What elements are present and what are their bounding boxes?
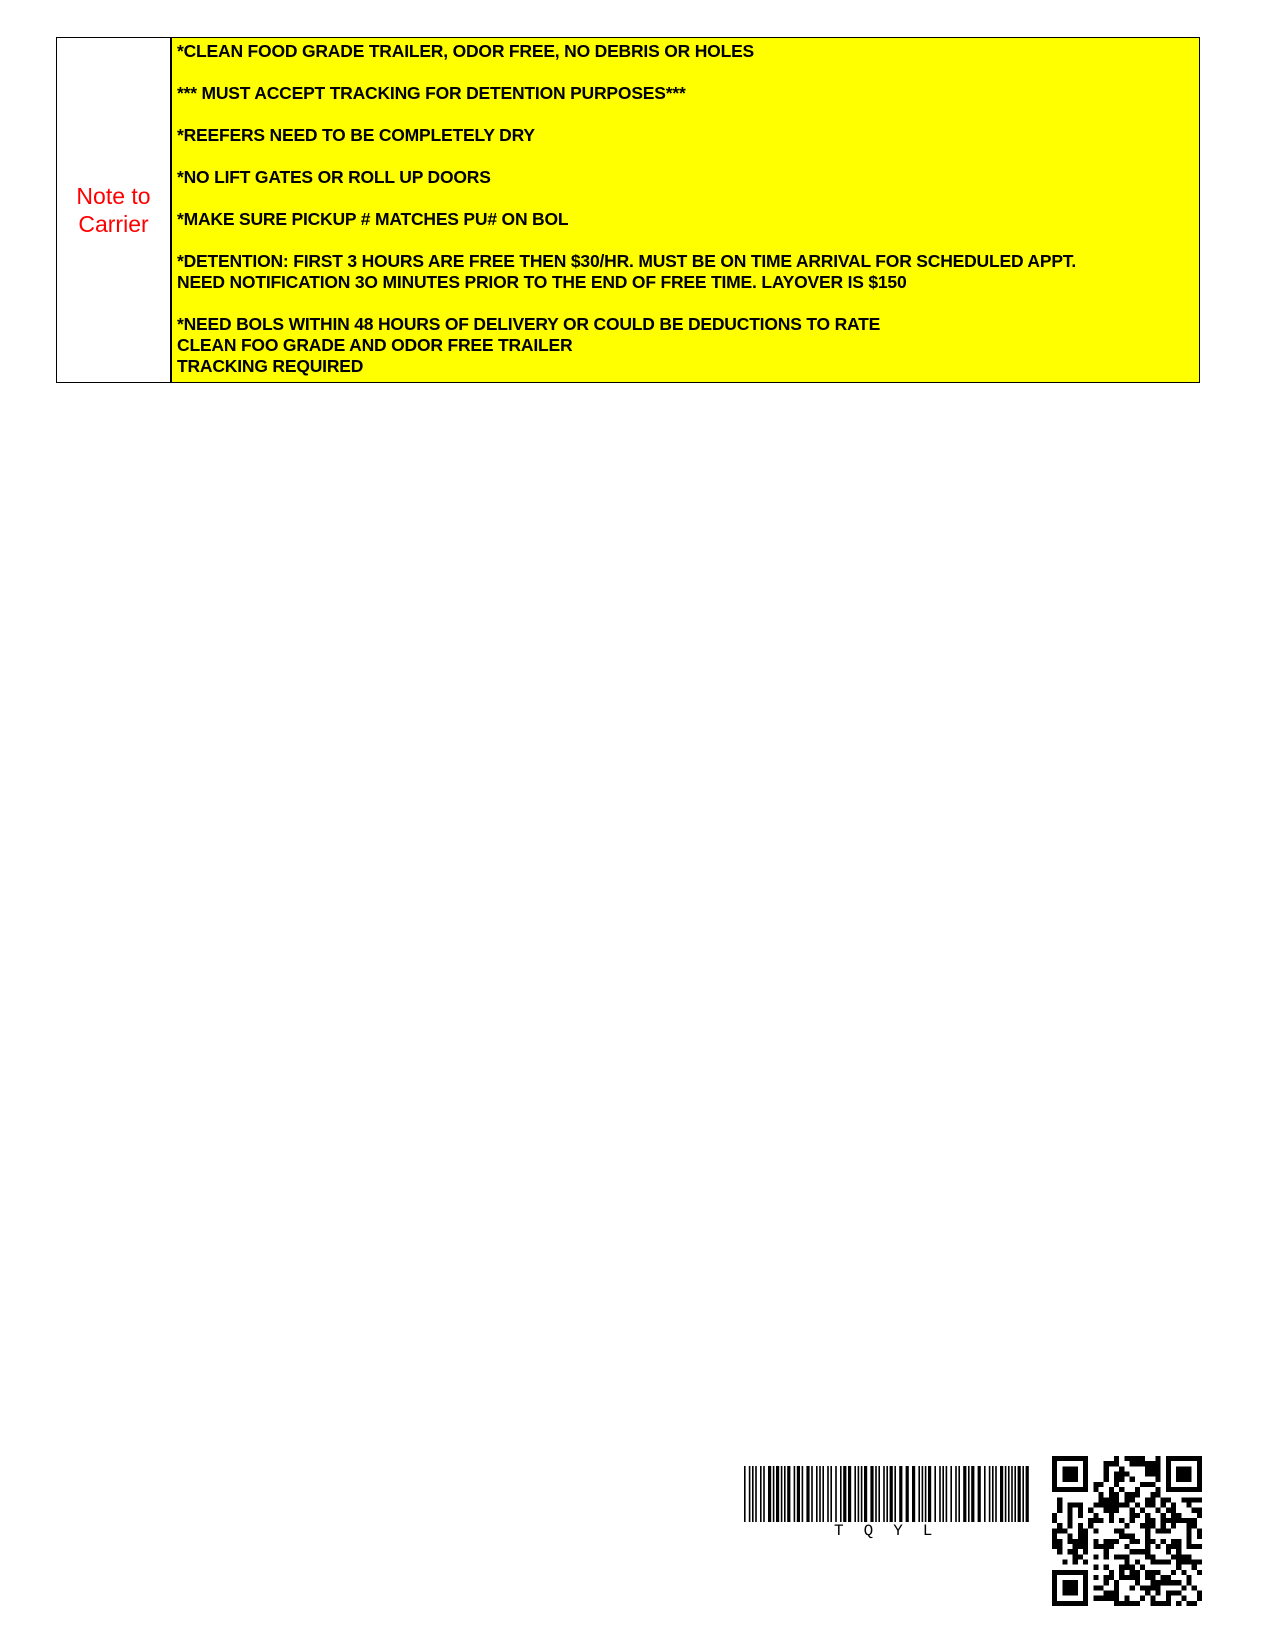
note-item [177, 251, 1193, 293]
note-item [177, 83, 1193, 104]
note-line: *MAKE SURE PICKUP # MATCHES PU# ON BOL [177, 209, 569, 229]
note-line: *NEED BOLS WITHIN 48 HOURS OF DELIVERY OR COULD BE DEDUCTIONS TO RATE [177, 314, 881, 334]
note-item [177, 167, 1193, 188]
note-line: *CLEAN FOOD GRADE TRAILER, ODOR FREE, NO DEBRIS OR HOLES [177, 41, 755, 61]
note-line: *DETENTION: FIRST 3 HOURS ARE FREE THEN $30/HR. MUST BE ON TIME ARRIVAL FOR SCHEDULED APPT. [177, 251, 1077, 271]
note-item [177, 125, 1193, 146]
note-line: TRACKING REQUIRED [177, 356, 364, 376]
note-line: *** MUST ACCEPT TRACKING FOR DETENTION PURPOSES*** [177, 83, 686, 103]
carrier-notes-table [56, 37, 1200, 383]
notes-label-cell [57, 38, 172, 382]
qr-code-image [1052, 1456, 1202, 1606]
note-line: *NO LIFT GATES OR ROLL UP DOORS [177, 167, 491, 187]
note-line: CLEAN FOO GRADE AND ODOR FREE TRAILER [177, 335, 573, 355]
barcode-text: TQYL [834, 1522, 953, 1540]
barcode-bars [744, 1466, 1029, 1522]
barcode [744, 1466, 1029, 1542]
note-line: *REEFERS NEED TO BE COMPLETELY DRY [177, 125, 535, 145]
note-item [177, 209, 1193, 230]
qr-code [1052, 1456, 1202, 1606]
note-to-carrier-label: Note to Carrier [76, 183, 151, 237]
note-line: NEED NOTIFICATION 3O MINUTES PRIOR TO THE END OF FREE TIME. LAYOVER IS $150 [177, 272, 907, 292]
note-item [177, 41, 1193, 62]
note-item [177, 314, 1193, 377]
notes-body [172, 38, 1199, 382]
